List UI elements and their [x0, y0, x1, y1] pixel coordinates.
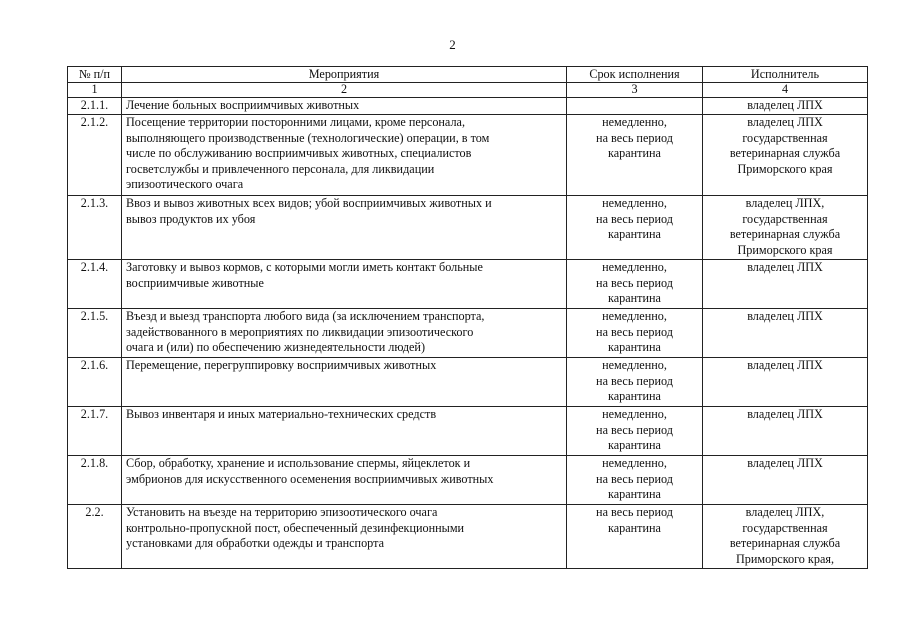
row-term: [567, 260, 703, 309]
table-row: [68, 309, 868, 358]
column-index-row: [68, 83, 868, 98]
event-line: выполняющего производственные (технологические) операции, в том: [126, 130, 490, 145]
executor-line: владелец ЛПХ: [747, 260, 823, 275]
executor-line: Приморского края: [737, 242, 833, 257]
executor-line: владелец ЛПХ: [747, 98, 823, 113]
event-line: эпизоотического очага: [126, 177, 244, 192]
event-line: контрольно-пропускной пост, обеспеченный дезинфекционными: [126, 520, 465, 535]
row-executor: [703, 115, 868, 196]
executor-line: Приморского края: [737, 161, 833, 176]
term-line: карантина: [608, 227, 661, 242]
executor-line: ветеринарная служба: [729, 227, 841, 242]
event-line: Сбор, обработку, хранение и использование спермы, яйцеклеток и: [126, 456, 471, 471]
row-event: [122, 358, 567, 407]
row-number: 2.1.3.: [68, 196, 122, 260]
row-number: 2.1.8.: [68, 456, 122, 505]
term-line: карантина: [608, 520, 661, 535]
executor-line: государственная: [742, 520, 828, 535]
header-term: Срок исполнения: [567, 67, 703, 83]
table-row: [68, 98, 868, 115]
table-row: [68, 456, 868, 505]
page-number: 2: [449, 37, 456, 52]
measures-table: [67, 66, 868, 569]
row-executor: [703, 505, 868, 569]
term-line: карантина: [608, 487, 661, 502]
term-line: на весь период: [596, 471, 673, 486]
row-term: [567, 309, 703, 358]
term-line: карантина: [608, 438, 661, 453]
row-executor: [703, 309, 868, 358]
executor-line: ветеринарная служба: [729, 536, 841, 551]
term-line: карантина: [608, 389, 661, 404]
row-event: [122, 115, 567, 196]
term-line: на весь период: [596, 275, 673, 290]
executor-line: государственная: [742, 211, 828, 226]
executor-line: владелец ЛПХ: [747, 456, 823, 471]
row-term: [567, 115, 703, 196]
row-event: [122, 260, 567, 309]
event-line: установками для обработки одежды и транспорта: [126, 536, 384, 551]
term-line: карантина: [608, 340, 661, 355]
term-line: немедленно,: [602, 115, 667, 130]
term-line: немедленно,: [602, 456, 667, 471]
event-line: Установить на въезде на территорию эпизоотического очага: [126, 505, 438, 520]
row-number: 2.1.1.: [68, 98, 122, 115]
table-header-row: [68, 67, 868, 83]
executor-line: государственная: [742, 130, 828, 145]
event-line: задействованного в мероприятиях по ликвидации эпизоотического: [126, 324, 474, 339]
executor-line: владелец ЛПХ: [747, 115, 823, 130]
column-index: 1: [68, 83, 122, 98]
row-event: [122, 456, 567, 505]
header-event: Мероприятия: [122, 67, 567, 83]
row-number: 2.1.4.: [68, 260, 122, 309]
row-event: [122, 505, 567, 569]
row-term: [567, 358, 703, 407]
executor-line: владелец ЛПХ,: [745, 196, 825, 211]
term-line: на весь период: [596, 422, 673, 437]
event-line: Посещение территории посторонними лицами, кроме персонала,: [126, 115, 465, 130]
event-line: Въезд и выезд транспорта любого вида (за исключением транспорта,: [126, 309, 485, 324]
term-line: на весь период: [596, 211, 673, 226]
event-line: числе по обслуживанию восприимчивых животных, специалистов: [126, 146, 472, 161]
row-number: 2.1.7.: [68, 407, 122, 456]
table-row: [68, 260, 868, 309]
row-executor: [703, 407, 868, 456]
term-line: немедленно,: [602, 196, 667, 211]
event-line: очага и (или) по обеспечению жизнедеятельности людей): [126, 340, 426, 355]
term-line: карантина: [608, 291, 661, 306]
row-term: [567, 196, 703, 260]
row-number: 2.1.6.: [68, 358, 122, 407]
column-index: 4: [703, 83, 868, 98]
row-executor: [703, 456, 868, 505]
executor-line: ветеринарная служба: [729, 146, 841, 161]
executor-line: владелец ЛПХ: [747, 309, 823, 324]
column-index: 3: [567, 83, 703, 98]
row-term: [567, 456, 703, 505]
event-line: Вывоз инвентаря и иных материально-технических средств: [126, 407, 437, 422]
executor-line: Приморского края,: [735, 551, 835, 566]
event-line: вывоз продуктов их убоя: [126, 211, 256, 226]
row-event: [122, 407, 567, 456]
term-line: немедленно,: [602, 309, 667, 324]
row-number: 2.1.2.: [68, 115, 122, 196]
header-num: № п/п: [68, 67, 122, 83]
row-event: [122, 309, 567, 358]
table-row: [68, 407, 868, 456]
row-executor: [703, 98, 868, 115]
term-line: на весь период: [596, 130, 673, 145]
event-line: эмбрионов для искусственного осеменения восприимчивых животных: [126, 471, 494, 486]
term-line: карантина: [608, 146, 661, 161]
term-line: немедленно,: [602, 358, 667, 373]
table-row: [68, 505, 868, 569]
table-row: [68, 358, 868, 407]
event-line: восприимчивые животные: [126, 275, 264, 290]
executor-line: владелец ЛПХ: [747, 407, 823, 422]
row-executor: [703, 358, 868, 407]
row-executor: [703, 260, 868, 309]
row-event: [122, 196, 567, 260]
event-line: Перемещение, перегруппировку восприимчивых животных: [126, 358, 437, 373]
term-line: на весь период: [596, 324, 673, 339]
event-line: госветслужбы и привлеченного персонала, для ликвидации: [126, 161, 435, 176]
term-line: немедленно,: [602, 260, 667, 275]
column-index: 2: [122, 83, 567, 98]
term-line: на весь период: [596, 505, 673, 520]
row-term: [567, 98, 703, 115]
executor-line: владелец ЛПХ,: [745, 505, 825, 520]
event-line: Лечение больных восприимчивых животных: [126, 98, 360, 113]
row-number: 2.2.: [68, 505, 122, 569]
header-executor: Исполнитель: [703, 67, 868, 83]
row-event: [122, 98, 567, 115]
term-line: немедленно,: [602, 407, 667, 422]
term-line: на весь период: [596, 373, 673, 388]
table-row: [68, 196, 868, 260]
row-term: [567, 407, 703, 456]
row-term: [567, 505, 703, 569]
table-row: [68, 115, 868, 196]
event-line: Заготовку и вывоз кормов, с которыми могли иметь контакт больные: [126, 260, 483, 275]
row-number: 2.1.5.: [68, 309, 122, 358]
executor-line: владелец ЛПХ: [747, 358, 823, 373]
row-executor: [703, 196, 868, 260]
event-line: Ввоз и вывоз животных всех видов; убой восприимчивых животных и: [126, 196, 492, 211]
